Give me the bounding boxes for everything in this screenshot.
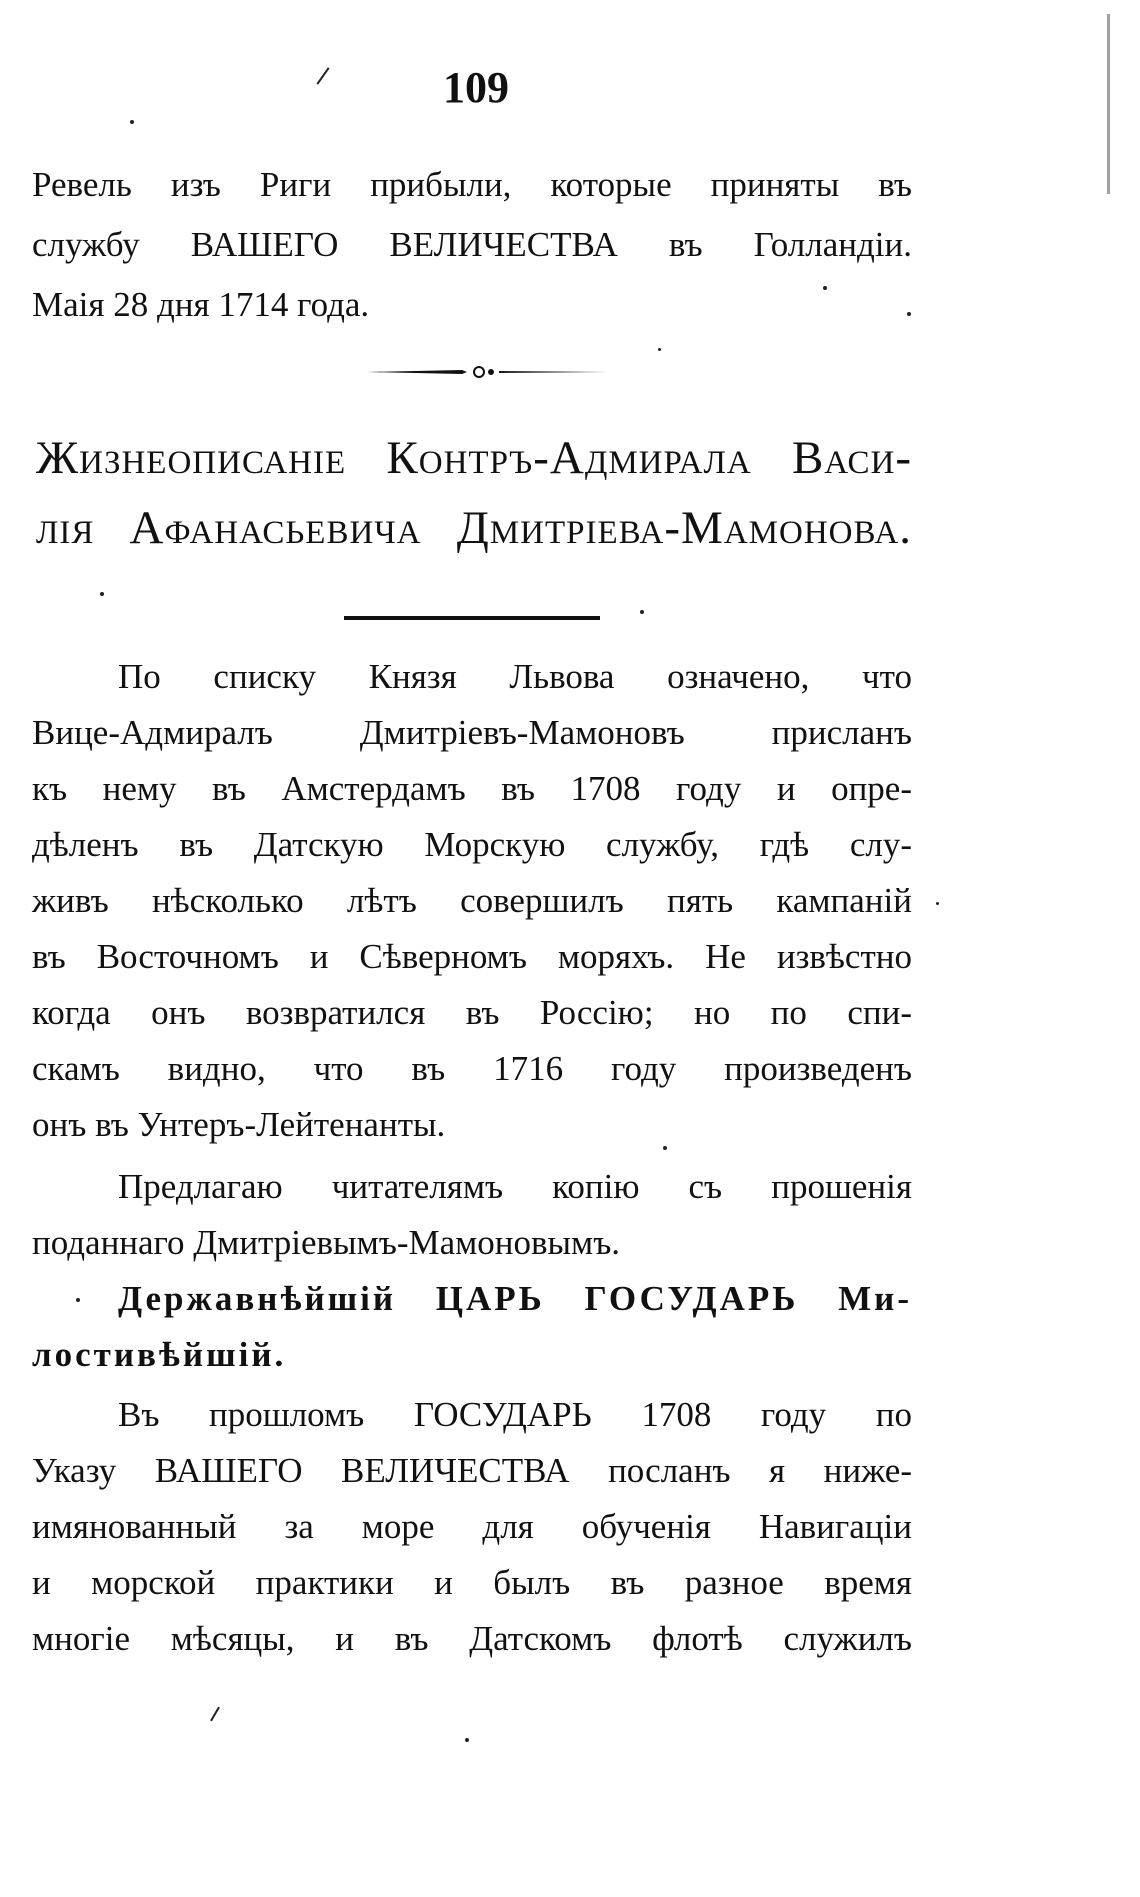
paragraph1-line-3: къ нему въ Амстердамъ въ 1708 году и опре-: [32, 769, 912, 808]
paragraph1-line-7: когда онъ возвратился въ Россію; но по спи-: [32, 993, 912, 1032]
paragraph2-line-1: Предлагаю читателямъ копію съ прошенія: [118, 1167, 912, 1206]
paragraph3-line-2: Указу ВАШЕГО ВЕЛИЧЕСТВА посланъ я ниже-: [32, 1451, 912, 1490]
scan-speck: [640, 610, 644, 614]
top-paragraph-line-3: Маія 28 дня 1714 года.: [32, 285, 370, 324]
scan-speck: [663, 1146, 667, 1150]
paragraph1-line-2: Вице-Адмиралъ Дмитріевъ-Мамоновъ присланъ: [32, 713, 912, 752]
paragraph1-line-6: въ Восточномъ и Сѣверномъ моряхъ. Не извѣстно: [32, 937, 912, 976]
paragraph1-line-5: живъ нѣсколько лѣтъ совершилъ пять кампаній: [32, 881, 912, 920]
paragraph3-line-4: и морской практики и былъ въ разное время: [32, 1563, 912, 1602]
scan-speck: [76, 1298, 80, 1302]
heading-rule: [344, 616, 600, 620]
scan-speck: [823, 286, 827, 290]
paragraph3-line-5: многіе мѣсяцы, и въ Датскомъ флотѣ служилъ: [32, 1619, 912, 1658]
ornamental-divider: [367, 362, 607, 382]
scan-speck: [100, 592, 104, 596]
scan-speck: [130, 120, 134, 124]
paragraph1-line-9: онъ въ Унтеръ-Лейтенанты.: [32, 1105, 446, 1144]
paragraph3-line-1: Въ прошломъ ГОСУДАРЬ 1708 году по: [118, 1395, 912, 1434]
address-line-1: Державнѣйшій ЦАРЬ ГОСУДАРЬ Ми-: [118, 1279, 912, 1318]
page-edge-shadow: [1107, 14, 1110, 194]
biography-heading-line-1: Жизнеописаніе Контръ-Адмирала Васи-: [36, 432, 912, 484]
top-paragraph-line-1: Ревель изъ Риги прибыли, которые приняты въ: [32, 165, 912, 204]
paragraph1-line-4: дѣленъ въ Датскую Морскую службу, гдѣ слу-: [32, 825, 912, 864]
paragraph1-line-8: скамъ видно, что въ 1716 году произведенъ: [32, 1049, 912, 1088]
address-line-2: лостивѣйшій.: [32, 1335, 287, 1374]
scan-mark: [210, 1707, 220, 1722]
paragraph3-line-3: имянованный за море для обученія Навигаціи: [32, 1507, 912, 1546]
scan-speck: [907, 312, 911, 316]
biography-heading-line-2: лія Афанасьевича Дмитріева-Мамонова.: [36, 502, 912, 554]
paragraph2-line-2: поданнаго Дмитріевымъ-Мамоновымъ.: [32, 1223, 621, 1262]
scan-speck: [658, 348, 661, 351]
top-paragraph-line-2: службу ВАШЕГО ВЕЛИЧЕСТВА въ Голландіи.: [32, 225, 912, 264]
page-number: 109: [443, 63, 509, 112]
scan-speck: [936, 902, 939, 905]
paragraph1-line-1: По списку Князя Львова означено, что: [118, 657, 912, 696]
scan-speck: [465, 1738, 469, 1742]
